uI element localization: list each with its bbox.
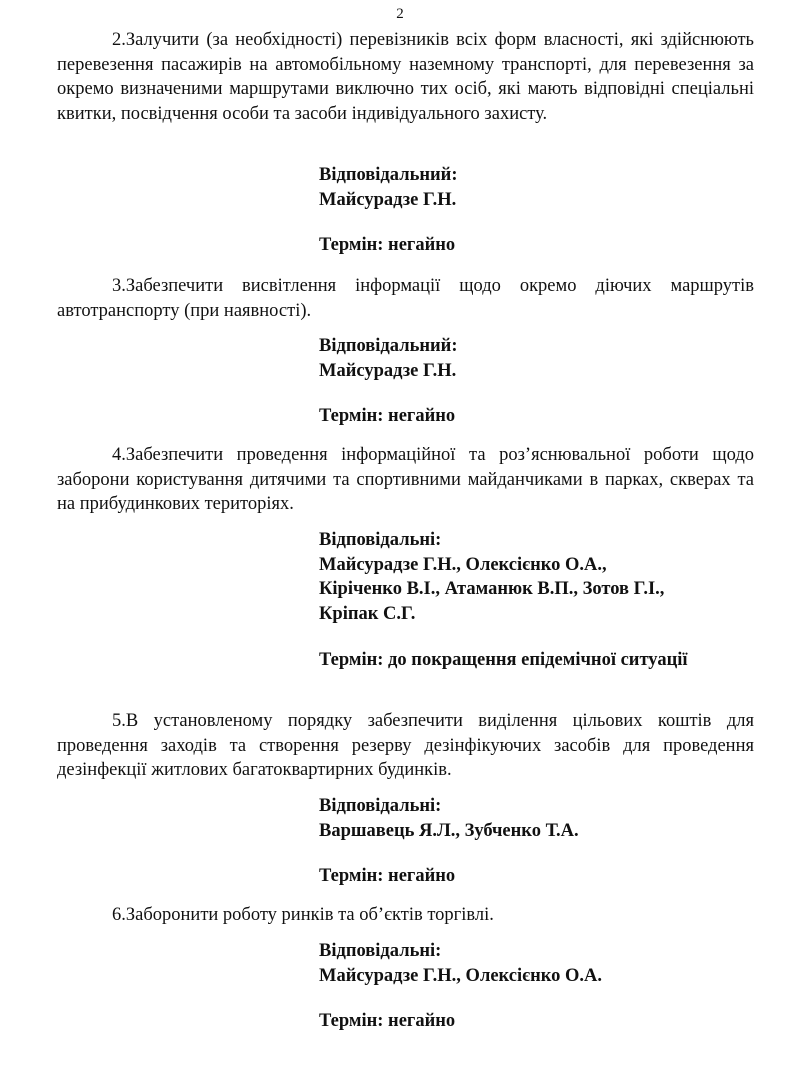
responsible-label: Відповідальний: [319, 165, 458, 185]
responsible-name: Кіріченко В.І., Атаманюк В.П., Зотов Г.І., [319, 579, 665, 599]
responsible-block-item-2 [319, 163, 458, 212]
paragraph-item-2: 2.Залучити (за необхідності) перевізників всіх форм власності, які здійснюють перевезення пасажирів на автомобільному наземному транспорті, для перевезення за окремо визначеними маршрутами виключно тих осіб, які мають відповідні спеціальні квитки, посвідчення особи та засоби індивідуального захисту. [57, 30, 754, 124]
term-item-3 [319, 406, 455, 427]
paragraph-item-6: 6.Заборонити роботу ринків та об’єктів торгівлі. [112, 905, 494, 925]
paragraph-item-4: 4.Забезпечити проведення інформаційної та роз’яснювальної роботи щодо заборони користування дитячими та спортивними майданчиками в парках, скверах та на прибудинкових територіях. [57, 445, 754, 514]
term-item-2 [319, 235, 455, 256]
term-label: Термін: [319, 406, 384, 426]
page-number: 2 [396, 6, 404, 22]
term-value: негайно [388, 1011, 456, 1031]
responsible-name: Майсурадзе Г.Н. [319, 360, 457, 381]
term-value: негайно [388, 406, 456, 426]
responsible-name: Майсурадзе Г.Н., Олексієнко О.А. [319, 965, 603, 986]
paragraph-item-3: 3.Забезпечити висвітлення інформації щодо окремо діючих маршрутів автотранспорту (при наявності). [57, 276, 754, 321]
responsible-block-item-3 [319, 334, 458, 383]
paragraph-item-5: 5.В установленому порядку забезпечити виділення цільових коштів для проведення заходів та створення резерву дезінфікуючих засобів для проведення дезінфекції житлових багатоквартирних будинків. [57, 711, 754, 780]
term-value: негайно [388, 866, 456, 886]
term-item-5 [319, 866, 455, 887]
responsible-name: Варшавець Я.Л., Зубченко Т.А. [319, 820, 579, 841]
term-item-6 [319, 1011, 455, 1032]
term-label: Термін: [319, 235, 384, 255]
term-item-4 [319, 650, 688, 671]
term-label: Термін: [319, 650, 384, 670]
term-label: Термін: [319, 1011, 384, 1031]
responsible-label: Відповідальні: [319, 796, 442, 816]
term-value: до покращення епідемічної ситуації [388, 650, 688, 670]
responsible-block-item-5 [319, 794, 579, 843]
responsible-label: Відповідальний: [319, 336, 458, 356]
responsible-block-item-6 [319, 939, 602, 988]
responsible-label: Відповідальні: [319, 941, 442, 961]
term-value: негайно [388, 235, 456, 255]
responsible-label: Відповідальні: [319, 530, 442, 550]
term-label: Термін: [319, 866, 384, 886]
responsible-name: Майсурадзе Г.Н. [319, 189, 457, 210]
responsible-name: Кріпак С.Г. [319, 603, 416, 624]
responsible-name: Майсурадзе Г.Н., Олексієнко О.А., [319, 554, 607, 575]
responsible-block-item-4 [319, 528, 664, 626]
